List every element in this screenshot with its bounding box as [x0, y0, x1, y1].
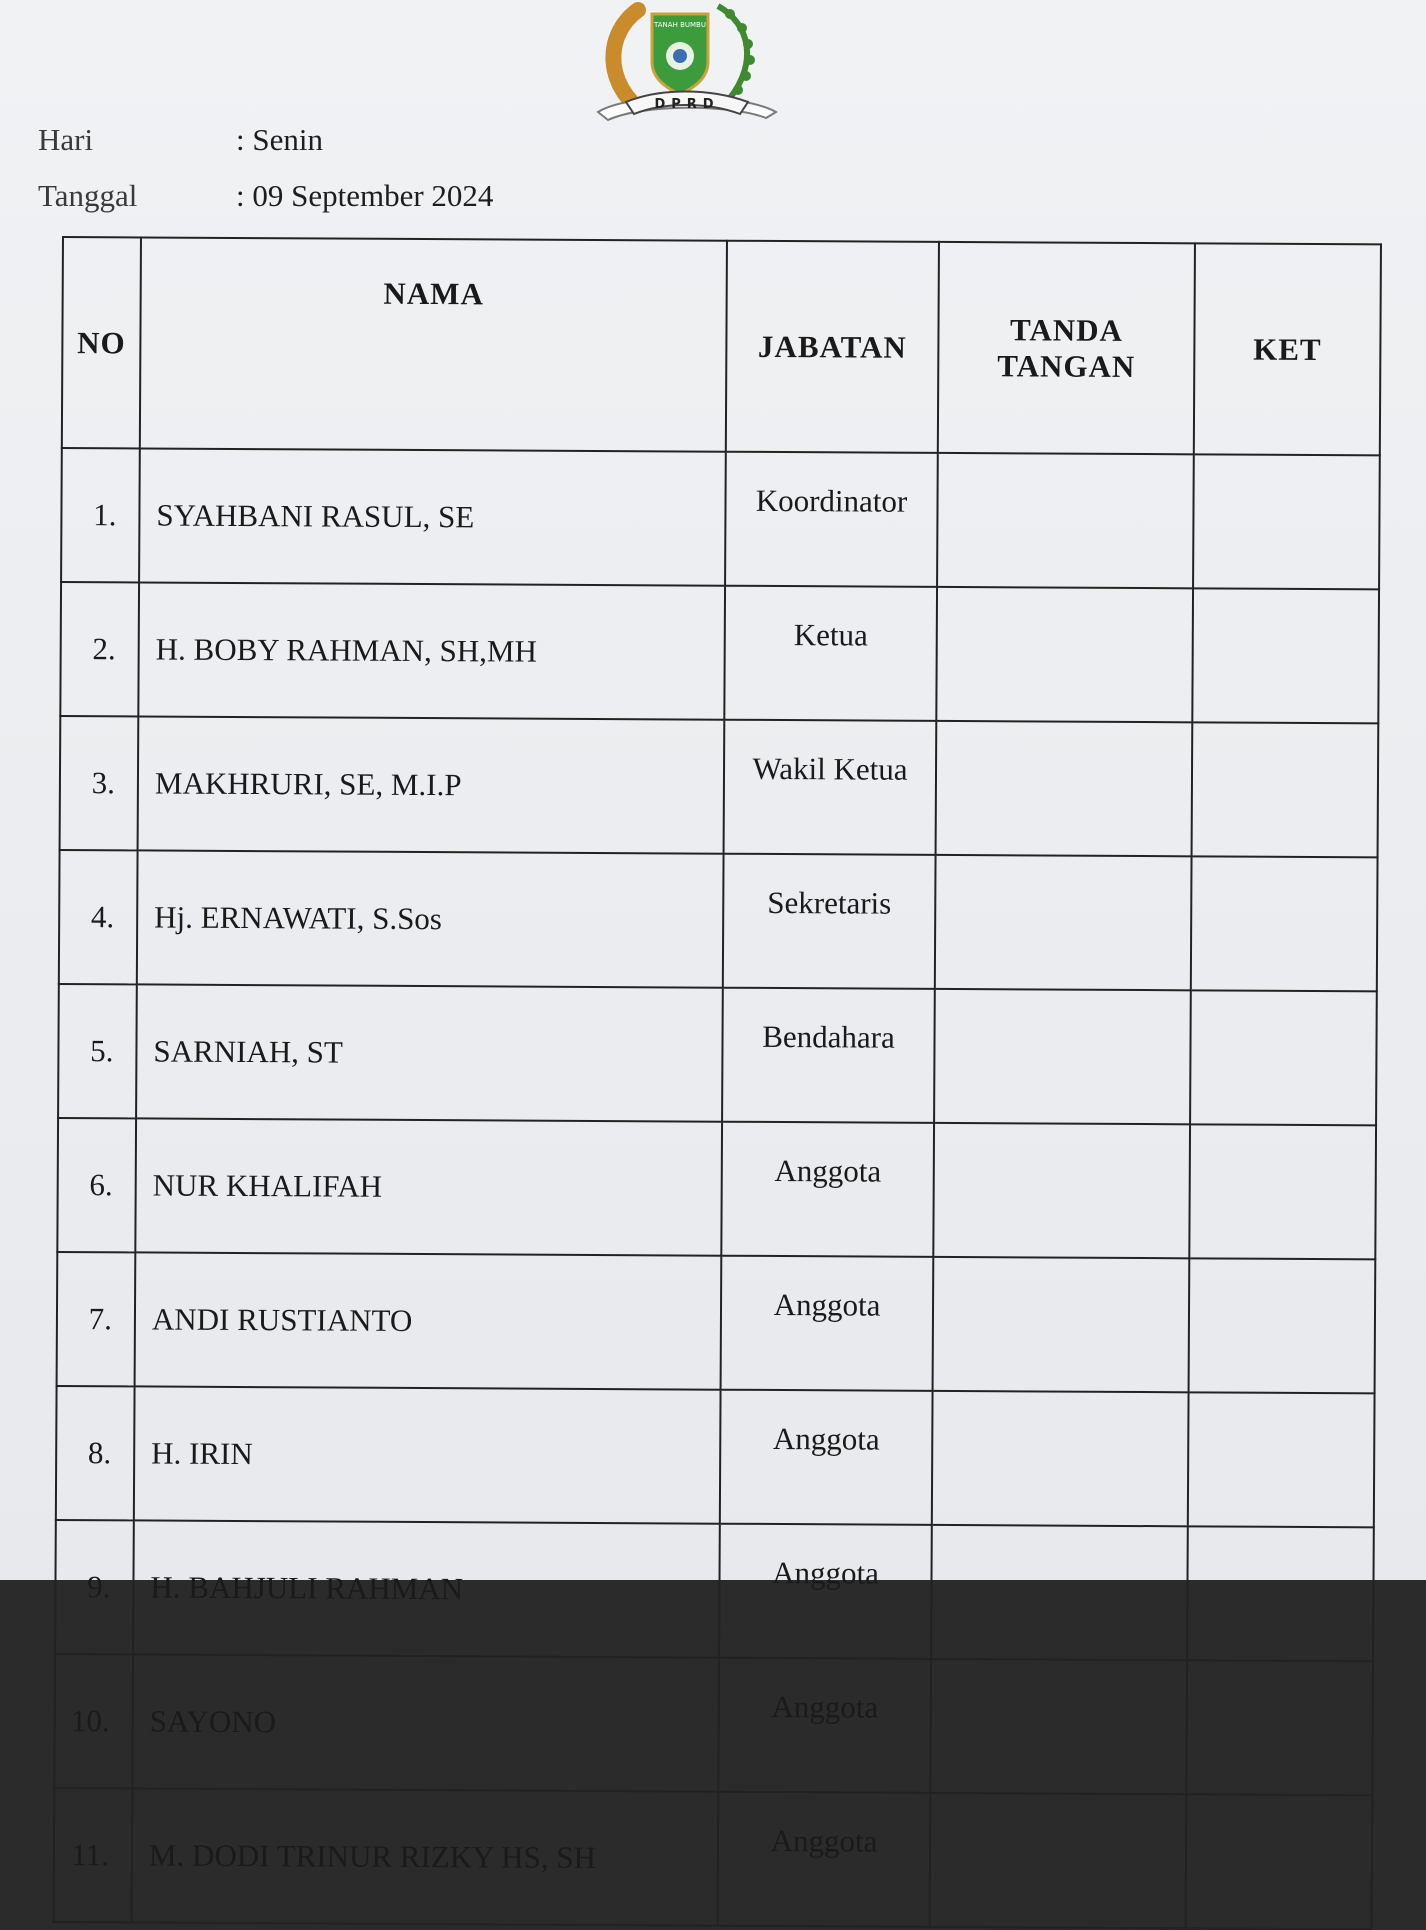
member-position: Anggota: [721, 1256, 934, 1391]
table-row: [58, 984, 1377, 1125]
attendance-table: [53, 236, 1382, 1930]
remarks-cell: [1191, 856, 1378, 991]
day-label: Hari: [38, 122, 94, 157]
header-jabatan: JABATAN: [726, 241, 939, 453]
signature-cell: [937, 453, 1194, 588]
header-tangan: TANGAN: [997, 347, 1136, 384]
row-number: 6.: [57, 1118, 136, 1252]
header-row: [62, 237, 1381, 455]
signature-cell: [931, 1525, 1188, 1660]
remarks-cell: [1189, 1258, 1376, 1393]
row-number: 10.: [54, 1654, 133, 1788]
date-label: Tanggal: [38, 178, 138, 213]
row-number: 8.: [56, 1386, 135, 1520]
remarks-cell: [1190, 990, 1377, 1125]
table-row: [57, 1252, 1376, 1393]
member-name: H. BAHJULI RAHMAN: [133, 1520, 720, 1657]
signature-cell: [932, 1391, 1189, 1526]
remarks-cell: [1189, 1124, 1376, 1259]
header-ket: KET: [1194, 243, 1381, 455]
remarks-cell: [1192, 722, 1379, 857]
header-tanda-tangan: [938, 242, 1195, 454]
row-number: 5.: [58, 984, 137, 1118]
table-row: [59, 850, 1378, 991]
svg-text:TANAH BUMBU: TANAH BUMBU: [654, 21, 706, 29]
member-name: ANDI RUSTIANTO: [135, 1252, 722, 1389]
member-name: SYAHBANI RASUL, SE: [139, 448, 726, 585]
member-name: Hj. ERNAWATI, S.Sos: [137, 850, 724, 987]
member-position: Koordinator: [725, 452, 938, 587]
dprd-logo-icon: [590, 0, 790, 132]
signature-cell: [930, 1793, 1187, 1928]
row-number: 4.: [59, 850, 138, 984]
date-value: : 09 September 2024: [236, 178, 494, 213]
member-name: MAKHRURI, SE, M.I.P: [138, 716, 725, 853]
remarks-cell: [1193, 454, 1380, 589]
row-number: 1.: [61, 448, 140, 582]
remarks-cell: [1186, 1660, 1373, 1795]
signature-cell: [933, 1123, 1190, 1258]
table-row: [55, 1520, 1374, 1661]
row-number: 7.: [57, 1252, 136, 1386]
member-position: Sekretaris: [723, 854, 936, 989]
row-number: 3.: [60, 716, 139, 850]
member-name: H. BOBY RAHMAN, SH,MH: [138, 582, 725, 719]
member-name: H. IRIN: [134, 1386, 721, 1523]
header-no: NO: [62, 237, 141, 448]
table-row: [54, 1788, 1373, 1929]
table-row: [57, 1118, 1376, 1259]
member-position: Anggota: [721, 1122, 934, 1257]
remarks-cell: [1187, 1526, 1374, 1661]
remarks-cell: [1186, 1794, 1373, 1929]
day-value: : Senin: [236, 122, 323, 157]
table-row: [61, 448, 1380, 589]
member-position: Ketua: [724, 586, 937, 721]
member-position: Anggota: [719, 1524, 932, 1659]
table-row: [60, 582, 1379, 723]
signature-cell: [936, 721, 1193, 856]
row-number: 11.: [54, 1788, 133, 1922]
row-number: 9.: [55, 1520, 134, 1654]
svg-text:DPRD: DPRD: [654, 97, 720, 112]
signature-cell: [934, 989, 1191, 1124]
signature-cell: [935, 855, 1192, 990]
table-row: [60, 716, 1379, 857]
header-nama: NAMA: [140, 237, 727, 451]
row-number: 2.: [60, 582, 139, 716]
member-name: M. DODI TRINUR RIZKY HS, SH: [132, 1788, 719, 1925]
signature-cell: [936, 587, 1193, 722]
member-position: Anggota: [718, 1658, 931, 1793]
member-position: Bendahara: [722, 988, 935, 1123]
remarks-cell: [1192, 588, 1379, 723]
member-name: SARNIAH, ST: [136, 984, 723, 1121]
remarks-cell: [1188, 1392, 1375, 1527]
table-row: [56, 1386, 1375, 1527]
member-position: Anggota: [720, 1390, 933, 1525]
member-position: Anggota: [718, 1792, 931, 1927]
member-name: NUR KHALIFAH: [135, 1118, 722, 1255]
table-row: [54, 1654, 1373, 1795]
member-name: SAYONO: [132, 1654, 719, 1791]
signature-cell: [930, 1659, 1187, 1794]
signature-cell: [933, 1257, 1190, 1392]
header-tanda: TANDA: [1009, 311, 1124, 348]
member-position: Wakil Ketua: [724, 720, 937, 855]
